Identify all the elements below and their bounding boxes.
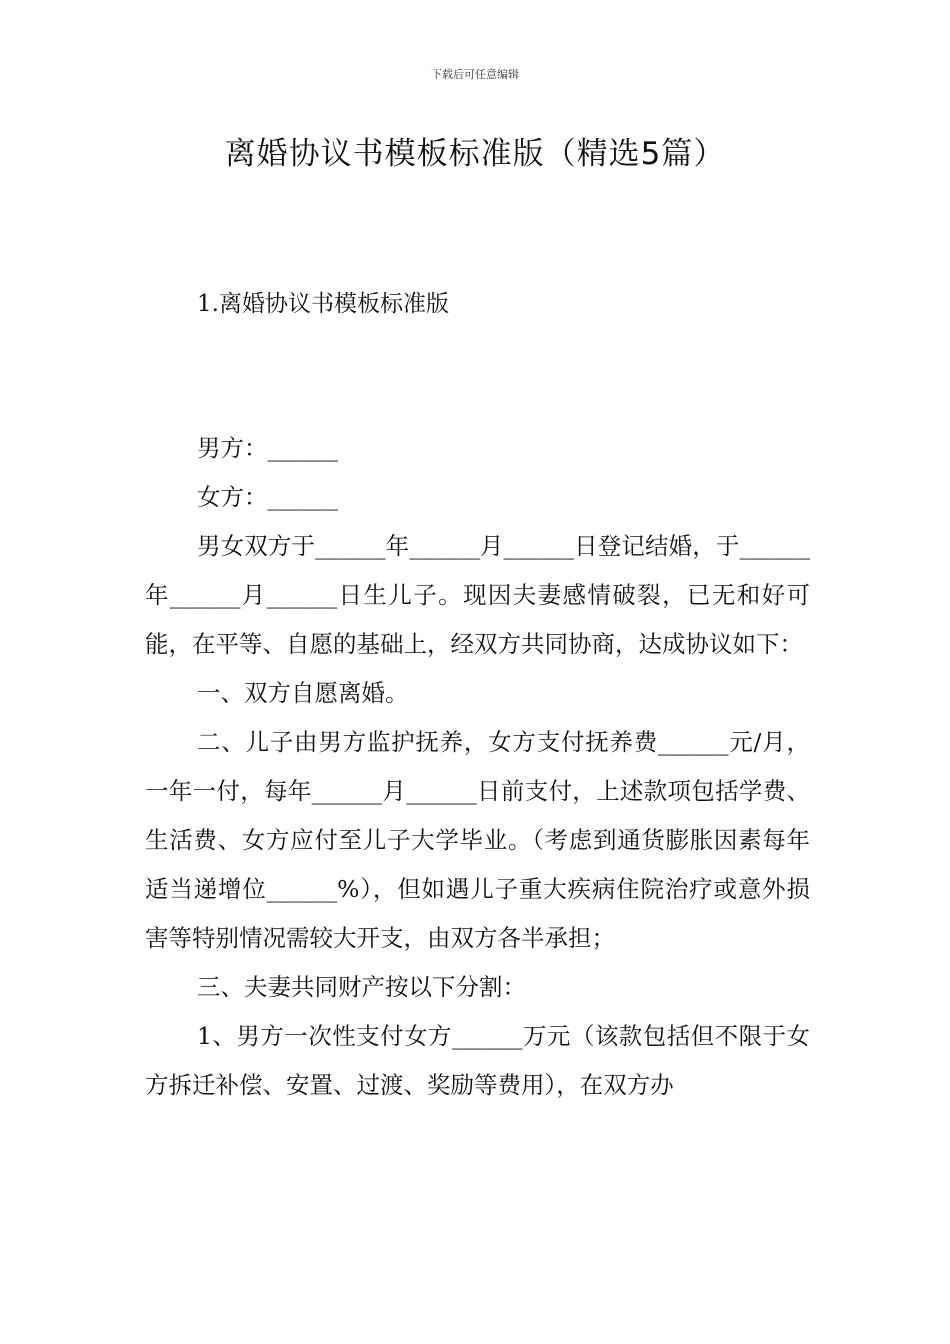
document-body: [145, 424, 810, 1110]
paragraph-clause-2: 二、儿子由男方监护抚养，女方支付抚养费______元/月，一年一付，每年______月______日前支付，上述款项包括学费、生活费、女方应付至儿子大学毕业。（考虑到通货膨胀因素每年适当递增位______%），但如遇儿子重大疾病住院治疗或意外损害等特别情况需较大开支，由双方各半承担；: [145, 728, 810, 952]
paragraph-clause-3: 三、夫妻共同财产按以下分割：: [197, 973, 526, 1001]
paragraph-marriage-info: 男女双方于______年______月______日登记结婚，于______年______月______日生儿子。现因夫妻感情破裂，已无和好可能，在平等、自愿的基础上，经双方共同协商，达成协议如下：: [145, 532, 810, 658]
paragraph-clause-3-1: 1、男方一次性支付女方______万元（该款包括但不限于女方拆迁补偿、安置、过渡、奖励等费用），在双方办: [145, 1022, 810, 1099]
header-note: 下载后可任意编辑: [431, 68, 519, 81]
paragraph-female-party: 女方：______: [197, 483, 338, 511]
paragraph-male-party: 男方：______: [197, 434, 338, 462]
section-heading: 1.离婚协议书模板标准版: [197, 291, 449, 317]
document-title: 离婚协议书模板标准版（精选5篇）: [224, 136, 726, 172]
paragraph-clause-1: 一、双方自愿离婚。: [197, 679, 409, 707]
